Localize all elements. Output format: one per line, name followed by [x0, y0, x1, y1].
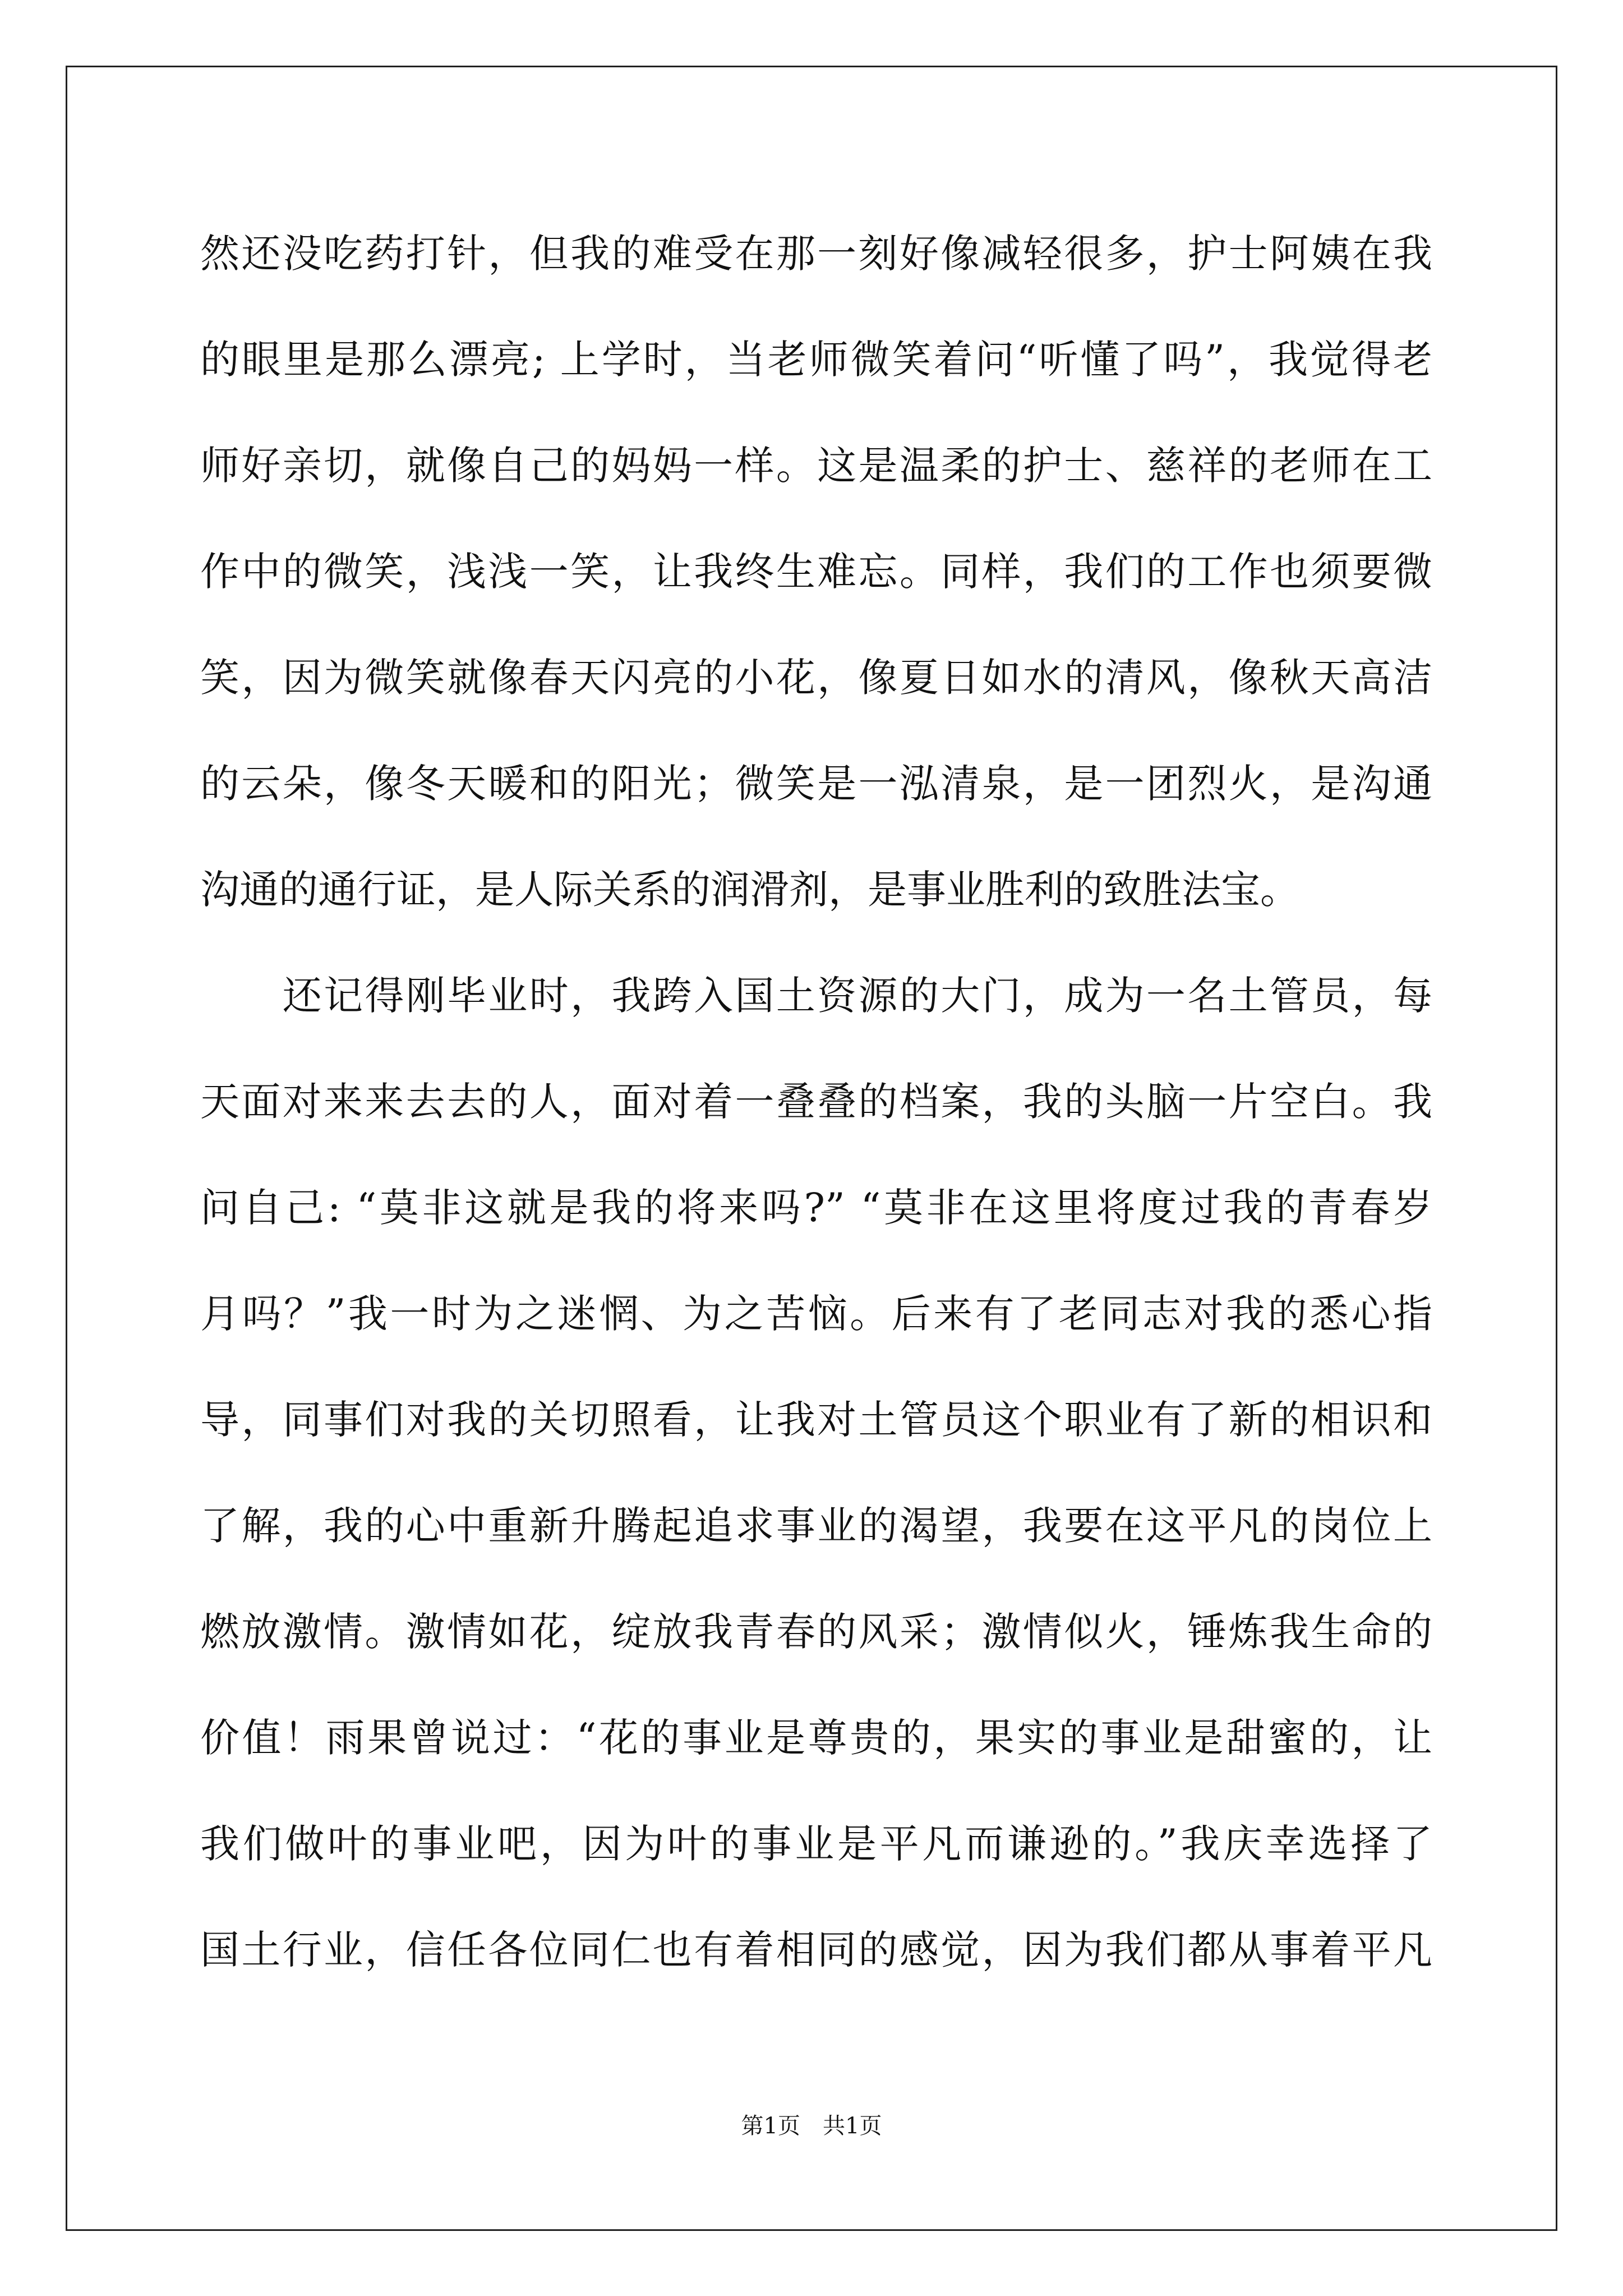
body-text-line-14: 燃放激情。激情如花，绽放我青春的风采；激情似火，锤炼我生命的: [200, 1609, 1432, 1655]
body-text-line-4: 作中的微笑，浅浅一笑，让我终生难忘。同样，我们的工作也须要微: [200, 549, 1432, 595]
body-text-line-15: 价值！雨果曾说过：“花的事业是尊贵的，果实的事业是甜蜜的，让: [200, 1715, 1432, 1761]
body-text-line-10: 问自己: “莫非这就是我的将来吗?” “莫非在这里将度过我的青春岁: [200, 1185, 1432, 1231]
body-text-line-7: 沟通的通行证，是人际关系的润滑剂，是事业胜利的致胜法宝。: [200, 867, 1299, 913]
body-text-line-2: 的眼里是那么漂亮; 上学时，当老师微笑着问“听懂了吗”，我觉得老: [200, 337, 1432, 383]
body-text-line-6: 的云朵，像冬天暖和的阳光；微笑是一泓清泉，是一团烈火，是沟通: [200, 761, 1432, 807]
body-text-line-13: 了解，我的心中重新升腾起追求事业的渴望，我要在这平凡的岗位上: [200, 1503, 1432, 1549]
body-text-line-8: 还记得刚毕业时，我跨入国土资源的大门，成为一名土管员，每: [200, 973, 1432, 1019]
body-text-line-16: 我们做叶的事业吧，因为叶的事业是平凡而谦逊的。”我庆幸选择了: [200, 1821, 1432, 1867]
body-text-line-17: 国土行业，信任各位同仁也有着相同的感觉，因为我们都从事着平凡: [200, 1927, 1432, 1973]
body-text-line-3: 师好亲切，就像自己的妈妈一样。这是温柔的护士、慈祥的老师在工: [200, 443, 1432, 489]
body-text-line-1: 然还没吃药打针，但我的难受在那一刻好像减轻很多，护士阿姨在我: [200, 231, 1432, 277]
body-text-line-11: 月吗？”我一时为之迷惘、为之苦恼。后来有了老同志对我的悉心指: [200, 1291, 1432, 1337]
page-border: [66, 66, 1557, 2231]
body-text-line-12: 导，同事们对我的关切照看，让我对土管员这个职业有了新的相识和: [200, 1397, 1432, 1443]
body-text-line-5: 笑，因为微笑就像春天闪亮的小花，像夏日如水的清风，像秋天高洁: [200, 655, 1432, 701]
body-text-line-9: 天面对来来去去的人，面对着一叠叠的档案，我的头脑一片空白。我: [200, 1079, 1432, 1125]
page-footer: 第1页 共1页: [741, 2113, 882, 2139]
